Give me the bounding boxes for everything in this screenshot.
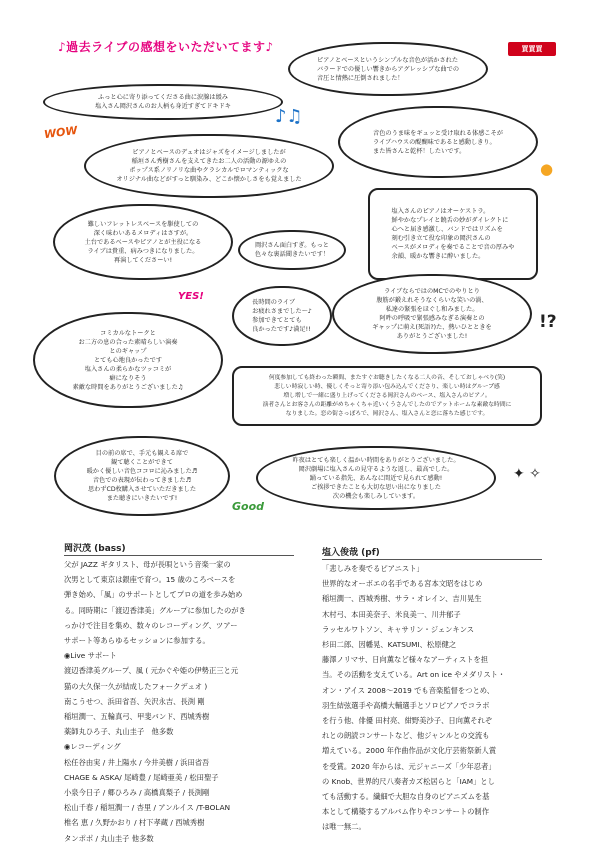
comment-bubble-2 — [43, 84, 283, 120]
good-sticker: Good — [232, 500, 265, 513]
comment-text-10: コミカルなトークと お二方の息の合った素晴らしい演奏 とのギャップ とても心地良かったです 塩入さんの柔らかなツッコミが 癖になりそう 素敵な時間をありがとうございました♫ — [72, 329, 184, 391]
shopping-sign — [508, 42, 556, 56]
comment-text-4: ピアノとベースのデュオはジャズをイメージしましたが 稲垣さん秀樹さんを支えてきたお二人の活動の源ゆえの ポップス系ノリノリな曲やクラシカルでロマンティックな オリジナル曲などがすっと馴染み、どこか懐かしさをも覚えました — [116, 149, 302, 183]
comment-text-2: ふっと心に寄り添ってくださる曲に涙腺は緩み 塩入さん岡沢さんのお人柄も身近すぎてドキドキ — [95, 94, 231, 110]
shopping-sign-text: 買買買 — [521, 45, 543, 53]
shioiri-name: 塩入俊哉 (pf) — [322, 548, 380, 558]
comment-bubble-12 — [54, 436, 230, 516]
comment-text-13: 昨夜はとても楽しく温かい時間をありがとうございました。 岡沢劇場に塩入さんの見守るような返し、最高でした。 踊っている指先、あんなに間近で見られて感動! ご挨拶できたことも大切な思い出になりました 次の機会も楽しみしています。 — [292, 456, 460, 500]
comment-text-6: 難しいフレットレスベースを駆使しての 深く味わいあるメロディはさすが。 土台であるベースやピアノとが主役になる ライブは貴重、病みつきになりました。 再演してくださーい! — [84, 220, 202, 264]
comment-bubble-10 — [33, 312, 223, 408]
comment-text-3: 音色のうま味をギュッと受け取れる体感こそが ライブハウスの醍醐味であると感動しきり。 また皆さんと乾杯！したいです。 — [373, 129, 503, 155]
comment-bubble-11 — [232, 366, 542, 426]
comment-bubble-1 — [288, 42, 488, 96]
wow-sticker: WOW — [43, 123, 79, 142]
shioiri-bio: 「悲しみを奏でるピアニスト」 世界的なオーボエの名手である宮本文昭をはじめ 稲垣潤一、西城秀樹、サラ・オレイン、吉川晃生 木村弓、本田美奈子、米良美一、川井郁子 ラッセルワトソン、キャサリン・ジェンキンス 杉田二郎、因幡晃、KATSUMI、松原健之 藤澤ノリマサ、日向薫など様々なアーティストを担 当。その活動を支えている。Art on ice やメダリスト・ オン・アイス 2008〜2019 でも音楽監督をつとめ、 羽生結弦選手や高橋大輔選手とソロピアノでコラボ を行う他、俳優 田村亮、紺野美沙子、日向薫それぞ れとの朗読コンサートなど、他ジャンルとの交流も 増えている。2000 年作曲作品が文化庁芸術祭新人賞 を受賞。2020 年からは、元ジャニーズ「少年忍者」 の Knob、世界的尺八奏者カズ松居らと「IAM」とし ても活動する。繊細で大胆な自身のピアニズムを基 本として構築するアルバム作りやコンサートの制作 は唯一無二。 — [322, 564, 506, 832]
okazawa-name: 岡沢茂 (bass) — [64, 544, 126, 554]
comment-bubble-6 — [53, 204, 233, 280]
comment-text-9: ライブならではのMCでのやりとり 腹筋が鍛えれそうなくらいな笑いの渦、 私達の緊張をほぐし和みました。 阿吽の呼吸で緊張感みなぎる演奏との ギャップに萌え(死語?)た、熱いひとときを ありがとうございました! — [372, 288, 492, 340]
music-notes-icon: ♪♫ — [275, 106, 303, 127]
exclaim-sticker: !? — [539, 312, 557, 332]
comment-bubble-5 — [368, 188, 538, 280]
shioiri-divider — [322, 559, 542, 560]
comment-text-5: 塩入さんのピアノはオーケストラ。 鮮やかなプレイと饒舌の妙がダイレクトに 心へと届き感激し、バンドではリズムを 刻む引き立て役な印象の岡沢さんの ベースがメロディを奏でることで音の厚みや 余韻、暖かな響きに酔いました。 — [391, 208, 515, 260]
comment-bubble-4 — [84, 134, 334, 198]
comment-text-12: 目の前の席で、手元も観える席で 観て聴くことができて 暖かく優しい音色ココロに沁みました♬ 音色での表現が伝わってきました♬ 思わずCD枚購入させていただきました また聴きにいきたいです! — [86, 450, 198, 502]
sparkle-icon: ✦ ✧ — [513, 466, 541, 482]
comment-text-8: 長時間のライブ お疲れさまでした〜♪ 参加できてとても 良かったです♪満足!! — [252, 299, 312, 333]
comment-bubble-3 — [338, 106, 538, 178]
comment-text-7: 岡沢さん面白すぎ。もっと 色々な裏話聞きたいです！ — [254, 242, 330, 258]
comment-bubble-8 — [232, 286, 332, 346]
page-title: ♪過去ライブの感想をいただいてます♪ — [58, 40, 274, 54]
okazawa-divider — [64, 555, 294, 556]
yes-sticker: YES! — [178, 291, 204, 302]
okazawa-bio: 父が JAZZ ギタリスト、母が長唄という音楽一家の 次男として東京は銀座で育つ。15 歳のころベースを 弾き始め、「風」のサポートとしてプロの道を歩み始め る。同時期に「渡辺香津美」グループに参加したのがき っかけで注目を集め、数々のレコーディング、ツアー サポート等あらゆるセッションに参加する。 ◉Live サポート 渡辺香津美グループ、風 ( 元かぐや姫の伊勢正三と元 猫の大久保一久が結成したフォークデュオ ) 南こうせつ、浜田省吾、矢沢永吉、長渕 剛 稲垣潤一、五輪真弓、甲斐バンド、西城秀樹 薬師丸ひろ子、丸山圭子 他多数 ◉レコーディング 松任谷由実 / 井上陽水 / 今井美樹 / 浜田省吾 CHAGE & ASKA/ 尾崎豊 / 尾崎亜美 / 松田聖子 小泉今日子 / 郷ひろみ / 高橋真梨子 / 長渕剛 松山千春 / 稲垣潤一 / 杏里 / アンルイス /T-BOLAN 椎名 恵 / 久野かおり / 村下孝蔵 / 西城秀樹 タンポポ / 丸山圭子 他多数 — [64, 560, 246, 843]
comment-bubble-13 — [256, 446, 496, 510]
comment-bubble-9 — [332, 274, 532, 354]
lightbulb-icon: ● — [540, 160, 554, 178]
comment-text-11: 何度参加しても終わった瞬間、またすぐお聴きしたくなる二人の音、そしておしゃべり(笑) 悲しい時寂しい時、優しくそっと寄り添い包み込んでくださり、楽しい時はグループ感 増し増しで一緒に盛り上げってくださる岡沢さんのベース、塩入さんのピアノ。 演者さんとお客さんの距離がめちゃくちゃ近いくうさんでしたのでアットホームな素敵な時間に なりました。恋の街さっぽろで、岡沢さん、塩入さんと恋に落ちた感じです。 — [262, 374, 512, 417]
comment-text-1: ピアノとベースというシンプルな音色が活かされた バラードでの優しい響きからアグレッシブな曲での 音圧と情熱に圧倒されました！ — [316, 56, 460, 82]
comment-bubble-7 — [238, 230, 346, 270]
